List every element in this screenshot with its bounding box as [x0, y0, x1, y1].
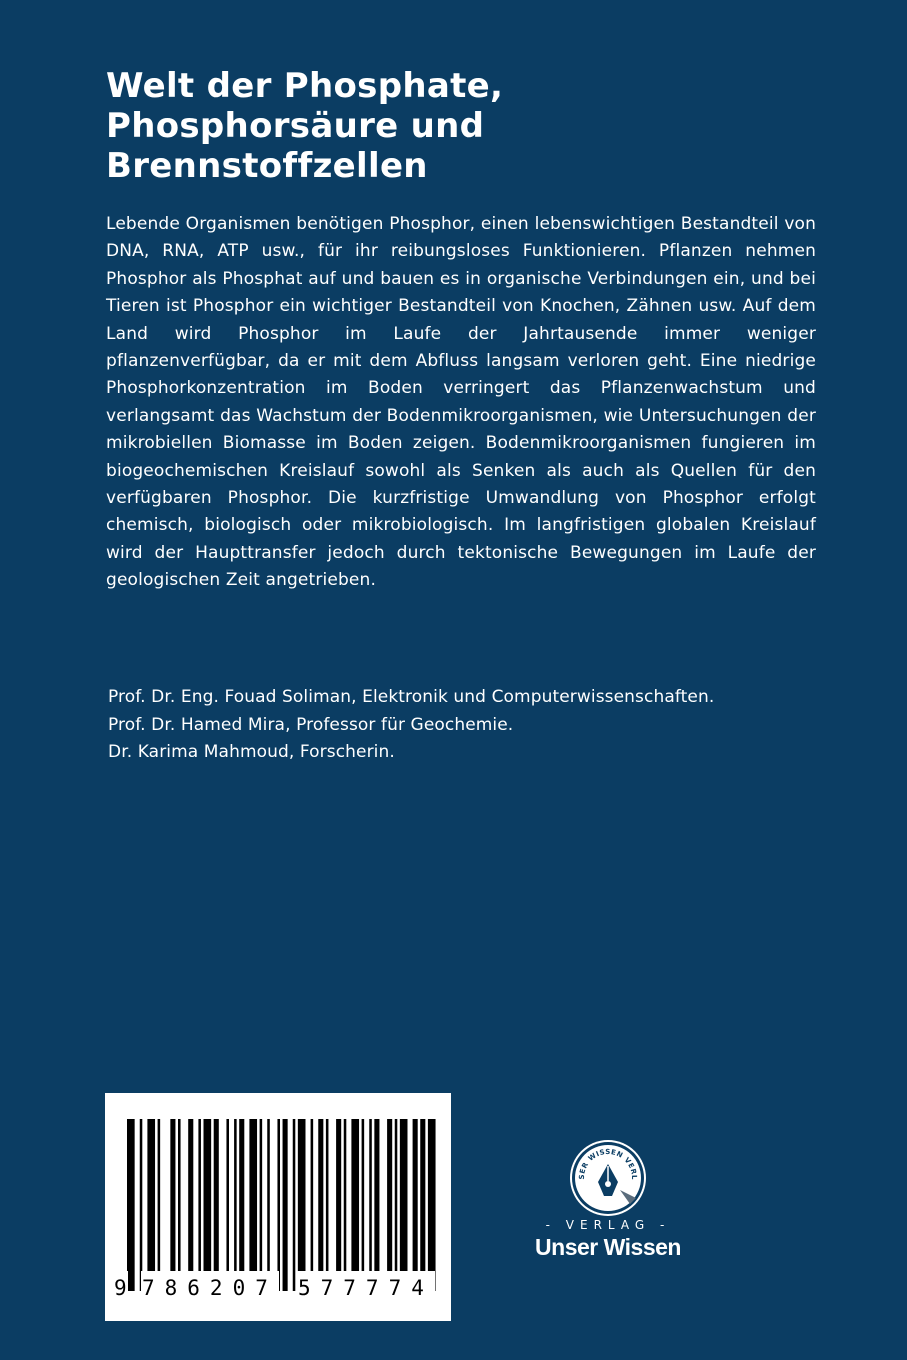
barcode-bar [336, 1119, 341, 1291]
title-line-1: Welt der Phosphate, [106, 66, 504, 106]
barcode-bar [400, 1119, 408, 1291]
barcode-bar [127, 1119, 135, 1291]
barcode-bar [362, 1119, 365, 1291]
barcode-bar [369, 1119, 372, 1291]
barcode-bar [214, 1119, 219, 1291]
publisher-logo [520, 1138, 700, 1268]
barcode-bar [428, 1119, 436, 1291]
barcode-bar [147, 1119, 155, 1291]
author-line: Prof. Dr. Hamed Mira, Professor für Geochemie. [108, 714, 514, 735]
barcode-bar [239, 1119, 244, 1291]
book-description: Lebende Organismen benötigen Phosphor, einen lebenswichtigen Bestandteil von DNA, RNA, ATP usw., für ihr reibungsloses Funktionieren. Pflanzen nehmen Phosphor als Phosphat auf und bauen es in organische Verbindungen ein, und bei Tieren ist Phosphor ein wichtiger Bestandteil von Knochen, Zähnen usw. Auf dem Land wird Phosphor im Laufe der Jahrtausende immer weniger pflanzenverfügbar, da er mit dem Abfluss langsam verloren geht. Eine niedrige Phosphorkonzentration im Boden verringert das Pflanzenwachstum und verlangsamt das Wachstum der Bodenmikroorganismen, wie Untersuchungen der mikrobiellen Biomasse im Boden zeigen. Bodenmikroorganismen fungieren im biogeochemischen Kreislauf sowohl als Senken als auch als Quellen für den verfügbaren Phosphor. Die kurzfristige Umwandlung von Phosphor erfolgt chemisch, biologisch oder mikrobiologisch. Im langfristigen globalen Kreislauf wird der Haupttransfer jedoch durch tektonische Bewegungen im Laufe der geologischen Zeit angetrieben. [106, 214, 816, 591]
barcode-bar [387, 1119, 392, 1291]
barcode-bar [395, 1119, 398, 1291]
barcode-bar [260, 1119, 263, 1291]
barcode-bar [198, 1119, 201, 1291]
barcode-bar [413, 1119, 418, 1291]
emblem-text: SER WISSEN VERL [577, 1147, 639, 1181]
barcode-bar [311, 1119, 314, 1291]
fountain-pen-emblem-icon [568, 1138, 648, 1218]
book-title [106, 66, 806, 186]
barcode-bar [158, 1119, 161, 1291]
publisher-verlag-label: - VERLAG - [545, 1218, 671, 1232]
barcode [105, 1093, 451, 1321]
barcode-bar [267, 1119, 270, 1291]
barcode-digit-group-2: 577774 [297, 1271, 435, 1305]
barcode-bar [249, 1119, 257, 1291]
barcode-bar [298, 1119, 306, 1291]
barcode-bar [140, 1119, 143, 1291]
barcode-bar [170, 1119, 175, 1291]
barcode-digit-lead: 9 [113, 1271, 128, 1305]
barcode-bar [283, 1119, 288, 1291]
barcode-bar [277, 1119, 280, 1291]
publisher-name: Unser Wissen [535, 1234, 681, 1260]
title-line-3: Brennstoffzellen [106, 146, 428, 186]
barcode-bar [420, 1119, 425, 1291]
barcode-bar [204, 1119, 212, 1291]
barcode-digits [105, 1271, 451, 1305]
barcode-bar [351, 1119, 359, 1291]
barcode-bar [226, 1119, 229, 1291]
author-line: Prof. Dr. Eng. Fouad Soliman, Elektronik und Computerwissenschaften. [108, 687, 715, 707]
barcode-bar [293, 1119, 296, 1291]
barcode-bar [344, 1119, 347, 1291]
barcode-bar [234, 1119, 237, 1291]
barcode-bar [188, 1119, 193, 1291]
title-line-2: Phosphorsäure und [106, 106, 485, 146]
barcode-bar [178, 1119, 181, 1291]
barcode-bar [326, 1119, 329, 1291]
author-line: Dr. Karima Mahmoud, Forscherin. [108, 742, 395, 762]
barcode-bar [374, 1119, 379, 1291]
author-list [108, 684, 828, 767]
barcode-bar [318, 1119, 323, 1291]
barcode-digit-group-1: 786207 [141, 1271, 279, 1305]
